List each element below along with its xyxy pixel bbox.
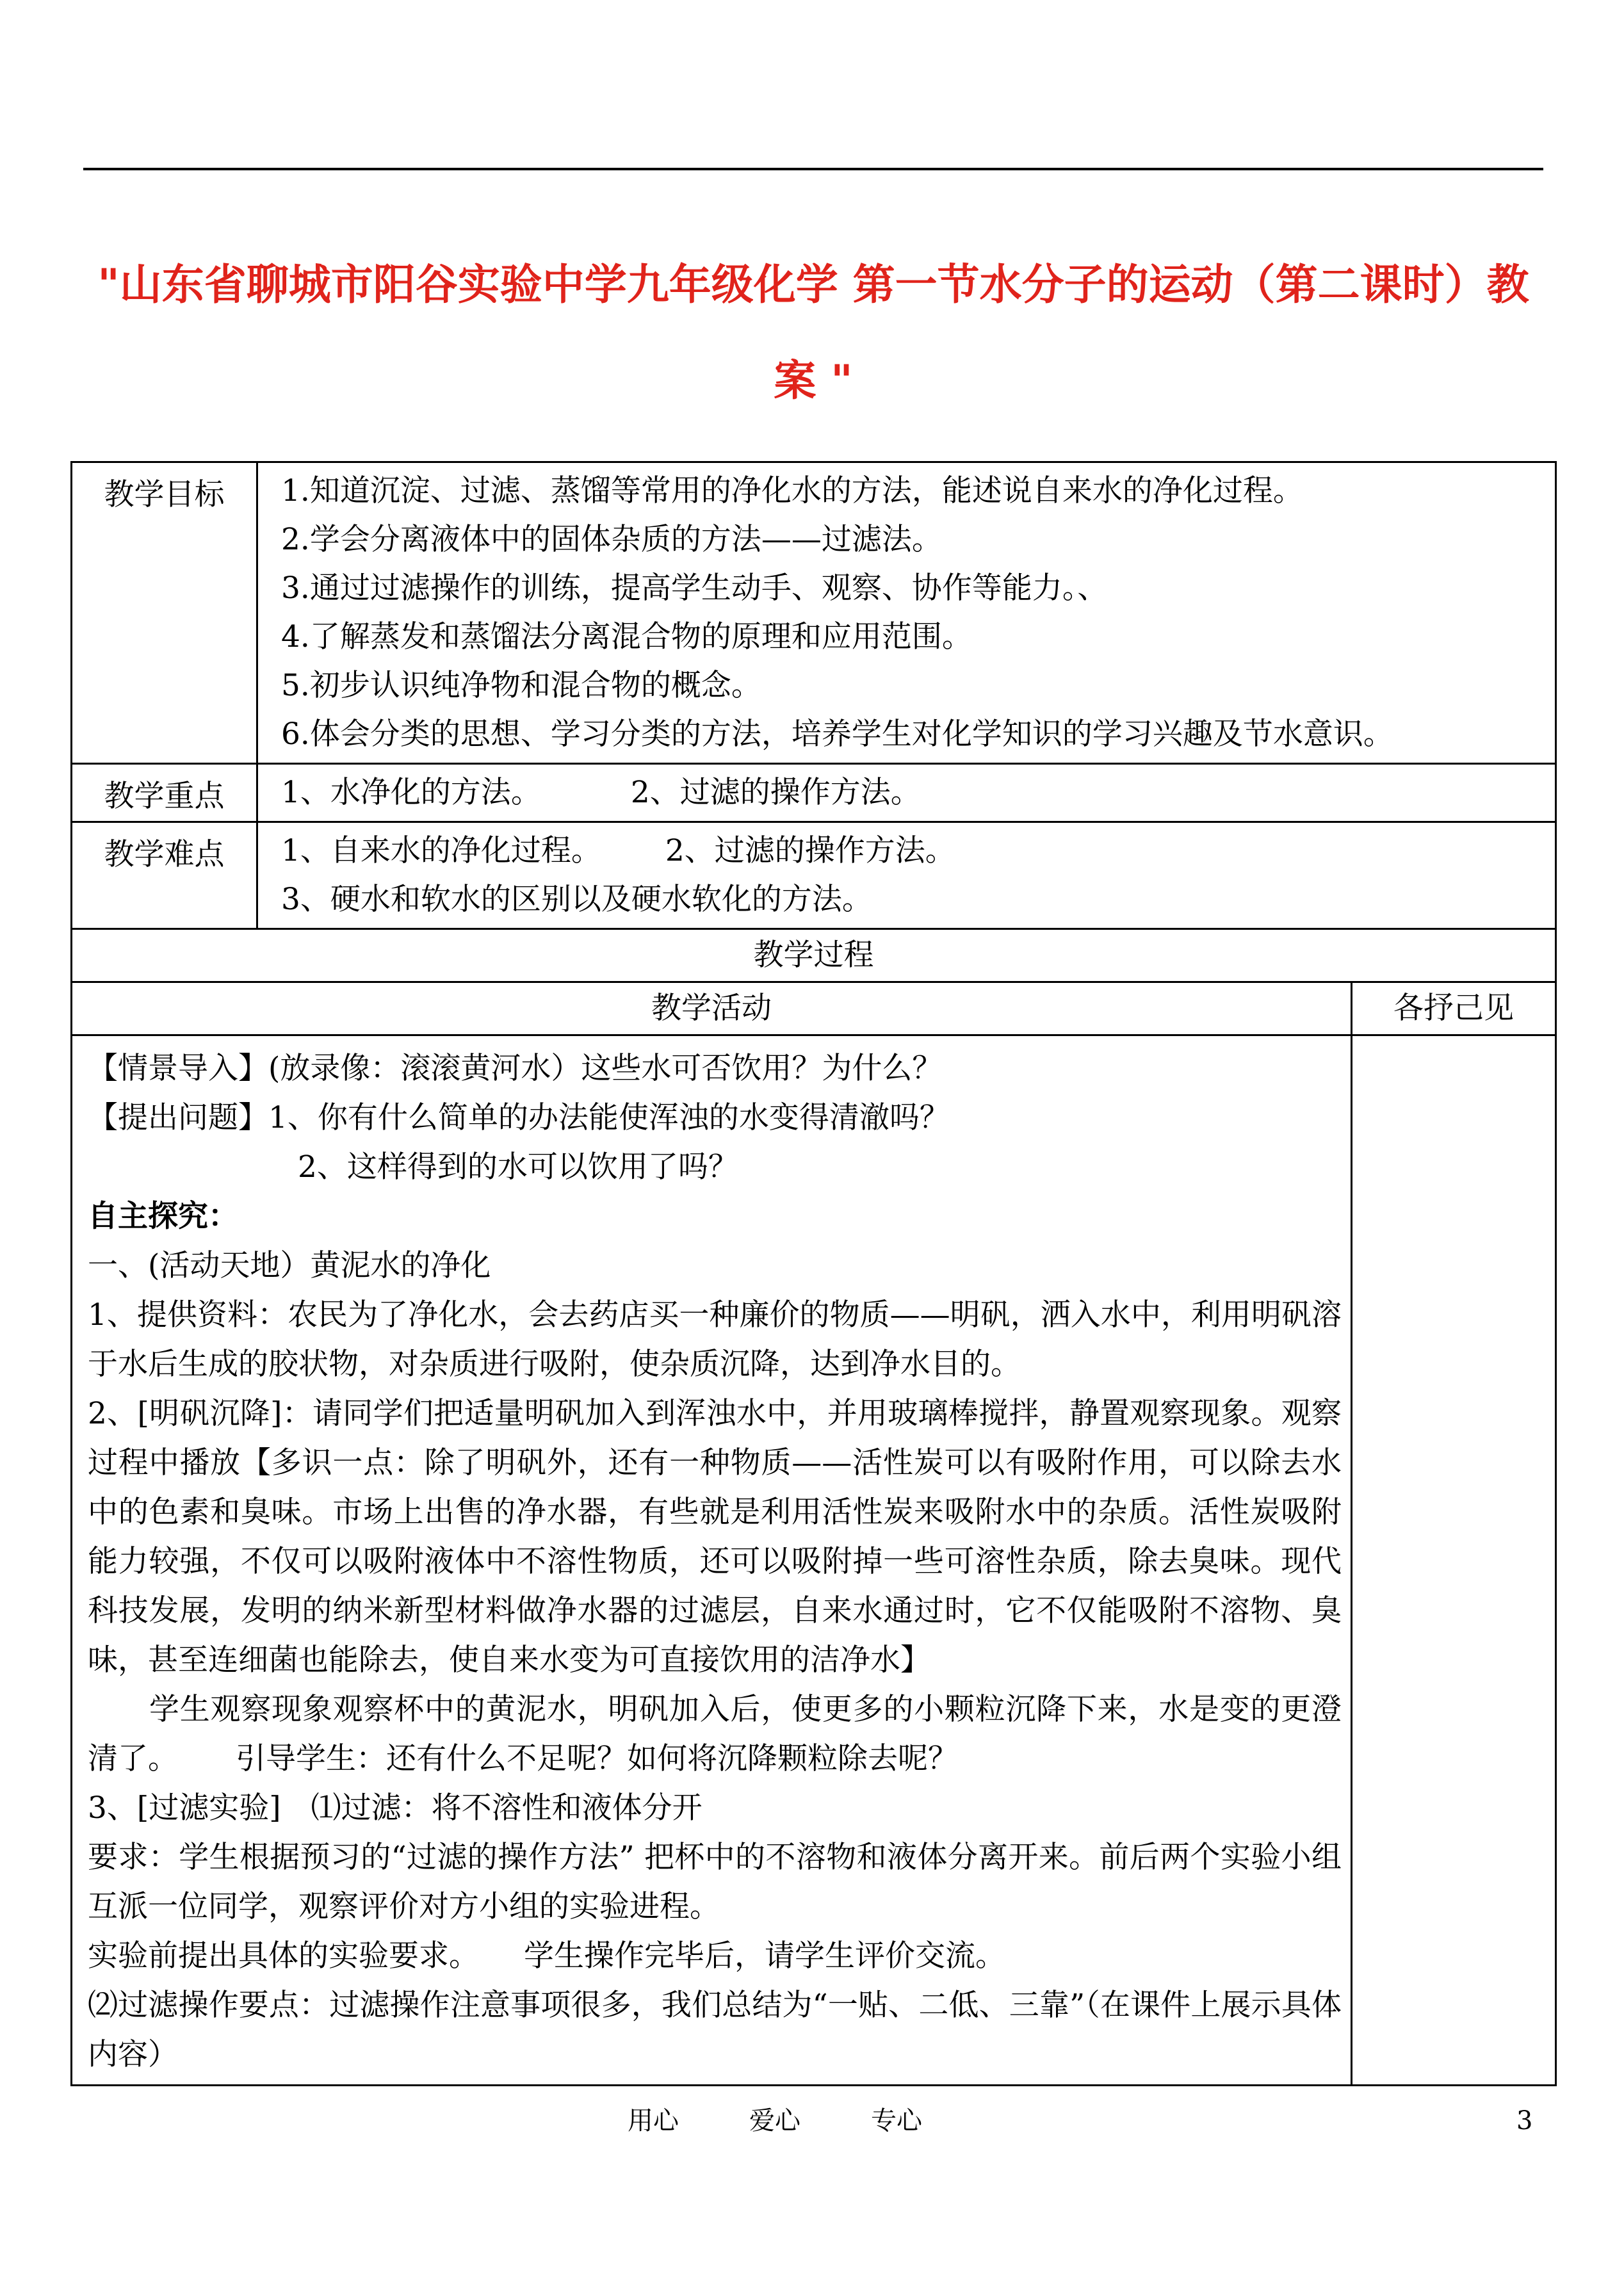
goal-item: 1.知道沉淀、过滤、蒸馏等常用的净化水的方法，能述说自来水的净化过程。 bbox=[281, 473, 1303, 508]
difficulties-label: 教学难点 bbox=[72, 822, 257, 929]
activity-header-row bbox=[72, 982, 1556, 1035]
footer-slogan-1: 用心 bbox=[628, 2106, 679, 2136]
process-header: 教学过程 bbox=[72, 929, 1556, 982]
filtration-heading: 3、[过滤实验] ⑴过滤：将不溶性和液体分开 bbox=[88, 1790, 702, 1826]
key-points-content bbox=[257, 764, 1556, 822]
goals-content bbox=[257, 462, 1556, 764]
guide-text: 引导学生：还有什么不足呢？如何将沉降颗粒除去呢？ bbox=[236, 1741, 958, 1776]
header-rule bbox=[83, 168, 1543, 170]
activity-section-heading: 一、(活动天地）黄泥水的净化 bbox=[88, 1248, 491, 1283]
process-header-row bbox=[72, 929, 1556, 982]
goal-item: 6.体会分类的思想、学习分类的方法，培养学生对化学知识的学习兴趣及节水意识。 bbox=[281, 717, 1393, 752]
key-point-1: 1、水净化的方法。 bbox=[281, 775, 541, 810]
goal-item: 3.通过过滤操作的训练，提高学生动手、观察、协作等能力。、 bbox=[281, 571, 1108, 606]
key-points-row bbox=[72, 764, 1556, 822]
footer-slogan bbox=[628, 2102, 1012, 2140]
difficulty-2: 2、过滤的操作方法。 bbox=[665, 833, 955, 868]
pre-experiment-line bbox=[88, 1931, 1342, 1981]
difficulty-3: 3、硬水和软水的区别以及硬水软化的方法。 bbox=[281, 882, 872, 917]
question-1: 【提出问题】1、你有什么简单的办法能使浑浊的水变得清澈吗？ bbox=[88, 1100, 950, 1135]
requirement-paragraph: 要求：学生根据预习的“过滤的操作方法” 把杯中的不溶物和液体分离开来。前后两个实验小组互派一位同学，观察评价对方小组的实验进程。 bbox=[88, 1840, 1342, 1924]
goals-row bbox=[72, 462, 1556, 764]
footer-slogan-2: 爱心 bbox=[749, 2106, 800, 2136]
document-title: "山东省聊城市阳谷实验中学九年级化学 第一节水分子的运动（第二课时）教案 " bbox=[97, 260, 1529, 405]
lesson-plan-table bbox=[70, 461, 1557, 2086]
goal-item: 4.了解蒸发和蒸馏法分离混合物的原理和应用范围。 bbox=[281, 619, 972, 654]
goals-label: 教学目标 bbox=[72, 462, 257, 764]
goal-item: 5.初步认识纯净物和混合物的概念。 bbox=[281, 668, 761, 703]
key-points-label: 教学重点 bbox=[72, 764, 257, 822]
footer-slogan-3: 专心 bbox=[871, 2106, 922, 2136]
material-paragraph: 1、提供资料：农民为了净化水，会去药店买一种廉价的物质——明矾，洒入水中，利用明矾溶于水后生成的胶状物，对杂质进行吸附，使杂质沉降，达到净水目的。 bbox=[88, 1297, 1342, 1382]
notes-header: 各抒己见 bbox=[1352, 982, 1556, 1035]
question-2: 2、这样得到的水可以饮用了吗？ bbox=[298, 1149, 738, 1185]
observation-paragraph bbox=[88, 1685, 1342, 1783]
page-number: 3 bbox=[1516, 2106, 1533, 2136]
activity-header: 教学活动 bbox=[72, 982, 1352, 1035]
activity-content bbox=[72, 1035, 1352, 2086]
scene-intro: 【情景导入】(放录像：滚滚黄河水）这些水可否饮用？为什么？ bbox=[88, 1051, 943, 1086]
goal-item: 2.学会分离液体中的固体杂质的方法——过滤法。 bbox=[281, 522, 942, 557]
activity-row bbox=[72, 1035, 1556, 2086]
evaluation-text: 学生操作完毕后，请学生评价交流。 bbox=[524, 1938, 1005, 1974]
difficulties-content bbox=[257, 822, 1556, 929]
alum-paragraph: 2、[明矾沉降]：请同学们把适量明矾加入到浑浊水中，并用玻璃棒搅拌，静置观察现象。观察过程中播放【多识一点：除了明矾外，还有一种物质——活性炭可以有吸附作用，可以除去水中的色素和臭味。市场上出售的净水器，有些就是利用活性炭来吸附水中的杂质。活性炭吸附能力较强，不仅可以吸附液体中不溶性物质，还可以吸附掉一些可溶性杂质，除去臭味。现代科技发展，发明的纳米新型材料做净水器的过滤层，自来水通过时，它不仅能吸附不溶物、臭味，甚至连细菌也能除去，使自来水变为可直接饮用的洁净水】 bbox=[88, 1396, 1342, 1678]
self-explore-heading: 自主探究： bbox=[88, 1199, 238, 1234]
observation-text: 学生观察现象观察杯中的黄泥水，明矾加入后，使更多的小颗粒沉降下来，水是变的更澄清了。 bbox=[88, 1692, 1342, 1776]
key-point-2: 2、过滤的操作方法。 bbox=[630, 775, 921, 810]
filtration-points: ⑵过滤操作要点：过滤操作注意事项很多，我们总结为“一贴、二低、三靠”（在课件上展示具体内容） bbox=[88, 1988, 1342, 2072]
notes-cell bbox=[1352, 1035, 1556, 2086]
difficulties-row bbox=[72, 822, 1556, 929]
pre-experiment-text: 实验前提出具体的实验要求。 bbox=[88, 1938, 479, 1974]
difficulty-1: 1、自来水的净化过程。 bbox=[281, 833, 601, 868]
